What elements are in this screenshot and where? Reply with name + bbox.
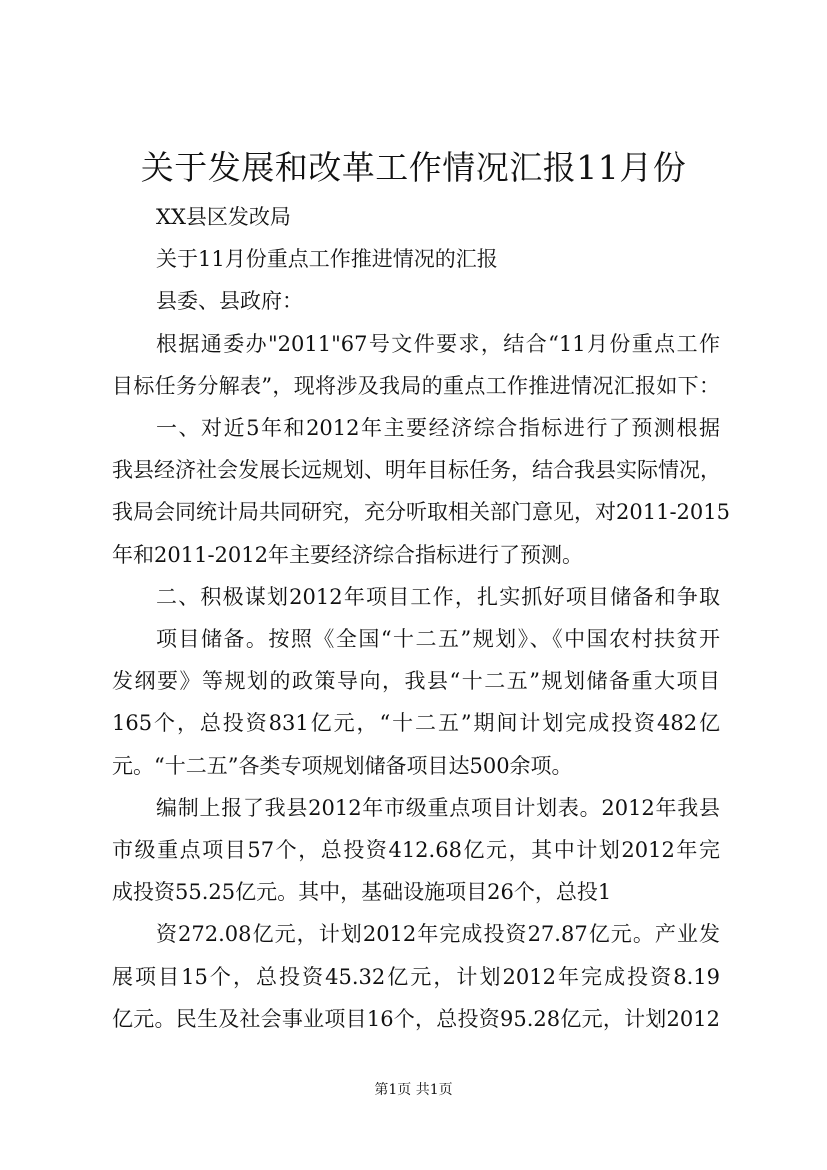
text-line: 165个，总投资831亿元，“十二五”期间计划完成投资482亿: [112, 711, 720, 736]
text-line: 亿元。民生及社会事业项目16个，总投资95.28亿元，计划2012: [112, 1006, 720, 1031]
text-line: 项目储备。按照《全国“十二五”规划》、《中国农村扶贫开: [156, 627, 720, 652]
text-line: 编制上报了我县2012年市级重点项目计划表。2012年我县: [156, 795, 720, 820]
text-line: 我县经济社会发展长远规划、明年目标任务，结合我县实际情况，: [112, 458, 721, 483]
page-footer: 第1页 共1页: [374, 1082, 453, 1098]
text-line: 元。“十二五”各类专项规划储备项目达500余项。: [112, 753, 573, 778]
text-line: 一、对近5年和2012年主要经济综合指标进行了预测根据: [156, 416, 720, 441]
text-line: 市级重点项目57个，总投资412.68亿元，其中计划2012年完: [112, 838, 720, 863]
text-line: XX县区发改局: [156, 205, 291, 229]
text-line: 我局会同统计局共同研究，充分听取相关部门意见，对2011-2015: [112, 500, 730, 525]
document-body: [112, 196, 730, 1040]
text-line: 资272.08亿元，计划2012年完成投资27.87亿元。产业发: [156, 922, 720, 947]
text-line: 年和2011-2012年主要经济综合指标进行了预测。: [112, 542, 583, 567]
text-line: 成投资55.25亿元。其中，基础设施项目26个，总投1: [112, 880, 612, 905]
text-line: 县委、县政府：: [156, 289, 303, 314]
text-line: 展项目15个，总投资45.32亿元，计划2012年完成投资8.19: [112, 964, 720, 989]
text-line: 发纲要》等规划的政策导向，我县“十二五”规划储备重大项目: [112, 669, 720, 694]
text-line: 关于11月份重点工作推进情况的汇报: [156, 247, 498, 272]
text-line: 二、积极谋划2012年项目工作，扎实抓好项目储备和争取: [156, 584, 720, 609]
document-title: 关于发展和改革工作情况汇报11月份: [140, 148, 687, 187]
text-line: 根据通委办"2011"67号文件要求，结合“11月份重点工作: [156, 331, 720, 356]
text-line: 目标任务分解表”，现将涉及我局的重点工作推进情况汇报如下：: [112, 373, 720, 398]
